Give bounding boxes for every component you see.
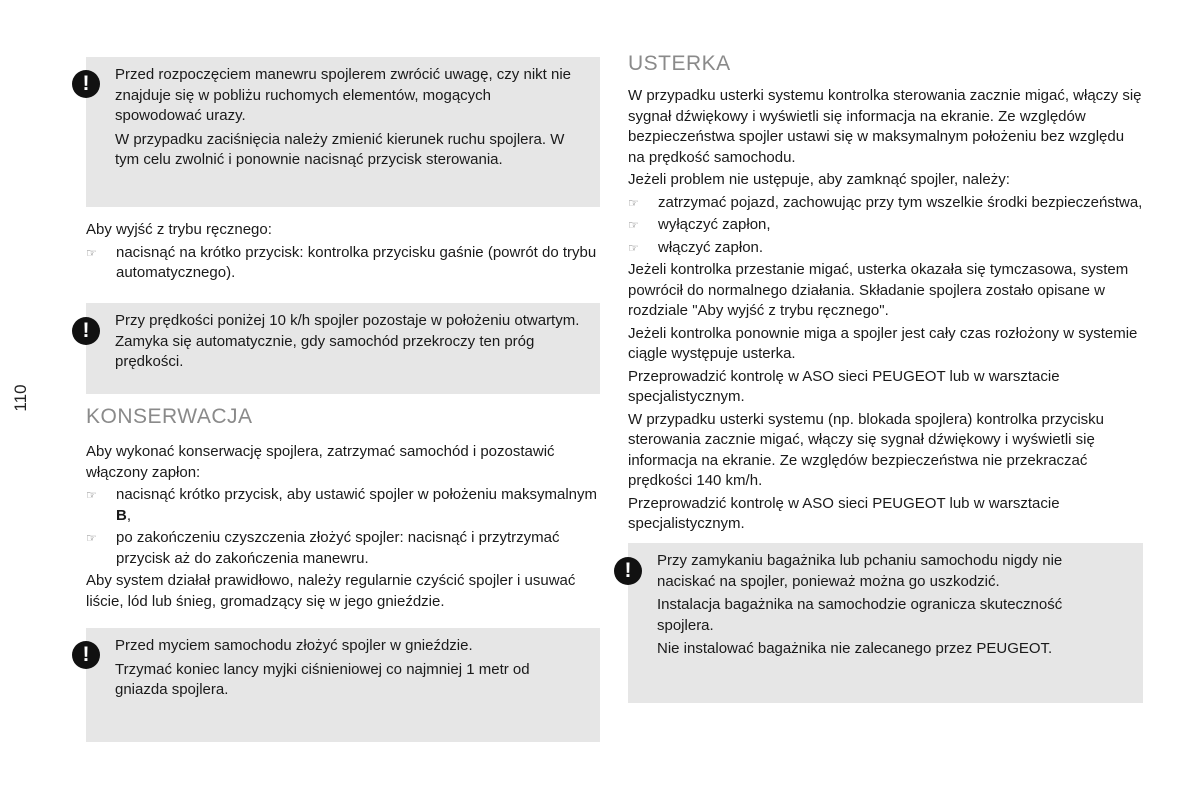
- paragraph: Przeprowadzić kontrolę w ASO sieci PEUGEOT lub w warsztacie specjalistycznym.: [628, 367, 1060, 405]
- list-item: ☞ po zakończeniu czyszczenia złożyć spojler: nacisnąć i przytrzymać przycisk aż do zakończenia manewru.: [86, 529, 560, 567]
- list-item: ☞ nacisnąć krótko przycisk, aby ustawić spojler w położeniu maksymalnym B,: [86, 486, 598, 524]
- paragraph: Aby wykonać konserwację spojlera, zatrzymać samochód i pozostawić włączony zapłon:: [86, 443, 555, 481]
- warning-icon: !: [72, 317, 100, 345]
- bullet-list: [628, 193, 1143, 259]
- pointing-hand-icon: ☞: [628, 218, 639, 232]
- paragraph: W przypadku usterki systemu (np. blokada spojlera) kontrolka przycisku sterowania zacznie migać, włączy się sygnał dźwiękowy i wyświetli się informacja na ekranie. Ze względów bezpieczeństwa nie przekraczać prędkości 140 km/h.: [628, 410, 1105, 489]
- warning-text: Przed rozpoczęciem manewru spojlerem zwrócić uwagę, czy nikt nie znajduje się w pobliżu ruchomych elementów, mogących spowodować urazy.: [115, 66, 572, 124]
- list-item: ☞ zatrzymać pojazd, zachowując przy tym wszelkie środki bezpieczeństwa,: [628, 193, 1143, 214]
- list-item: ☞ włączyć zapłon.: [628, 238, 1143, 259]
- warning-box-maneuver: [82, 57, 600, 207]
- usterka-section: [628, 86, 1143, 537]
- konserwacja-section: [86, 442, 600, 614]
- warning-box-washing: [82, 628, 600, 742]
- list-item: ☞ nacisnąć na krótko przycisk: kontrolka przycisku gaśnie (powrót do trybu automatycznego).: [86, 243, 597, 281]
- pointing-hand-icon: ☞: [628, 195, 639, 210]
- warning-text: Przy prędkości poniżej 10 k/h spojler pozostaje w położeniu otwartym. Zamyka się automatycznie, gdy samochód przekroczy ten próg prędkości.: [115, 312, 580, 370]
- bullet-list: [86, 243, 600, 284]
- warning-box-luggage: [624, 543, 1143, 703]
- warning-icon: !: [72, 641, 100, 669]
- page-number-text: 110: [11, 384, 30, 412]
- bullet-list: [86, 485, 600, 569]
- warning-text: Trzymać koniec lancy myjki ciśnieniowej co najmniej 1 metr od gniazda spojlera.: [115, 660, 530, 698]
- paragraph: Jeżeli problem nie ustępuje, aby zamknąć spojler, należy:: [628, 171, 1010, 188]
- paragraph: Jeżeli kontrolka ponownie miga a spojler jest cały czas rozłożony w systemie ciągle występuje usterka.: [628, 324, 1138, 362]
- paragraph: Przeprowadzić kontrolę w ASO sieci PEUGEOT lub w warsztacie specjalistycznym.: [628, 494, 1060, 532]
- pointing-hand-icon: ☞: [628, 240, 639, 255]
- paragraph: Aby wyjść z trybu ręcznego:: [86, 221, 272, 238]
- pointing-hand-icon: ☞: [86, 245, 97, 260]
- warning-text: Instalacja bagażnika na samochodzie ogranicza skuteczność spojlera.: [657, 596, 1063, 634]
- page-number: [6, 380, 36, 416]
- warning-icon: !: [72, 70, 100, 98]
- section-heading-konserwacja: KONSERWACJA: [86, 405, 253, 428]
- warning-icon: !: [614, 557, 642, 585]
- manual-exit-section: [86, 220, 600, 286]
- warning-text: W przypadku zaciśnięcia należy zmienić kierunek ruchu spojlera. W tym celu zwolnić i ponownie nacisnąć przycisk sterowania.: [115, 130, 565, 168]
- warning-text: Przed myciem samochodu złożyć spojler w gnieździe.: [115, 637, 473, 654]
- warning-text: Nie instalować bagażnika nie zalecanego przez PEUGEOT.: [657, 640, 1053, 657]
- paragraph: Aby system działał prawidłowo, należy regularnie czyścić spojler i usuwać liście, lód lub śnieg, gromadzący się w jego gnieździe.: [86, 572, 576, 610]
- list-item: ☞ wyłączyć zapłon,: [628, 215, 1143, 236]
- section-heading-usterka: USTERKA: [628, 52, 731, 75]
- warning-box-speed: [82, 303, 600, 394]
- paragraph: Jeżeli kontrolka przestanie migać, usterka okazała się tymczasowa, system powrócił do normalnego działania. Składanie spojlera zostało opisane w rozdziale "Aby wyjść z trybu ręcznego".: [628, 261, 1129, 319]
- paragraph: W przypadku usterki systemu kontrolka sterowania zacznie migać, włączy się sygnał dźwiękowy i wyświetli się informacja na ekranie. Ze względów bezpieczeństwa spojler ustawi się w maksymalnym położeniu bez względu na prędkość samochodu.: [628, 87, 1142, 166]
- warning-text: Przy zamykaniu bagażnika lub pchaniu samochodu nigdy nie naciskać na spojler, ponieważ można go uszkodzić.: [657, 552, 1063, 590]
- pointing-hand-icon: ☞: [86, 488, 97, 502]
- pointing-hand-icon: ☞: [86, 531, 97, 545]
